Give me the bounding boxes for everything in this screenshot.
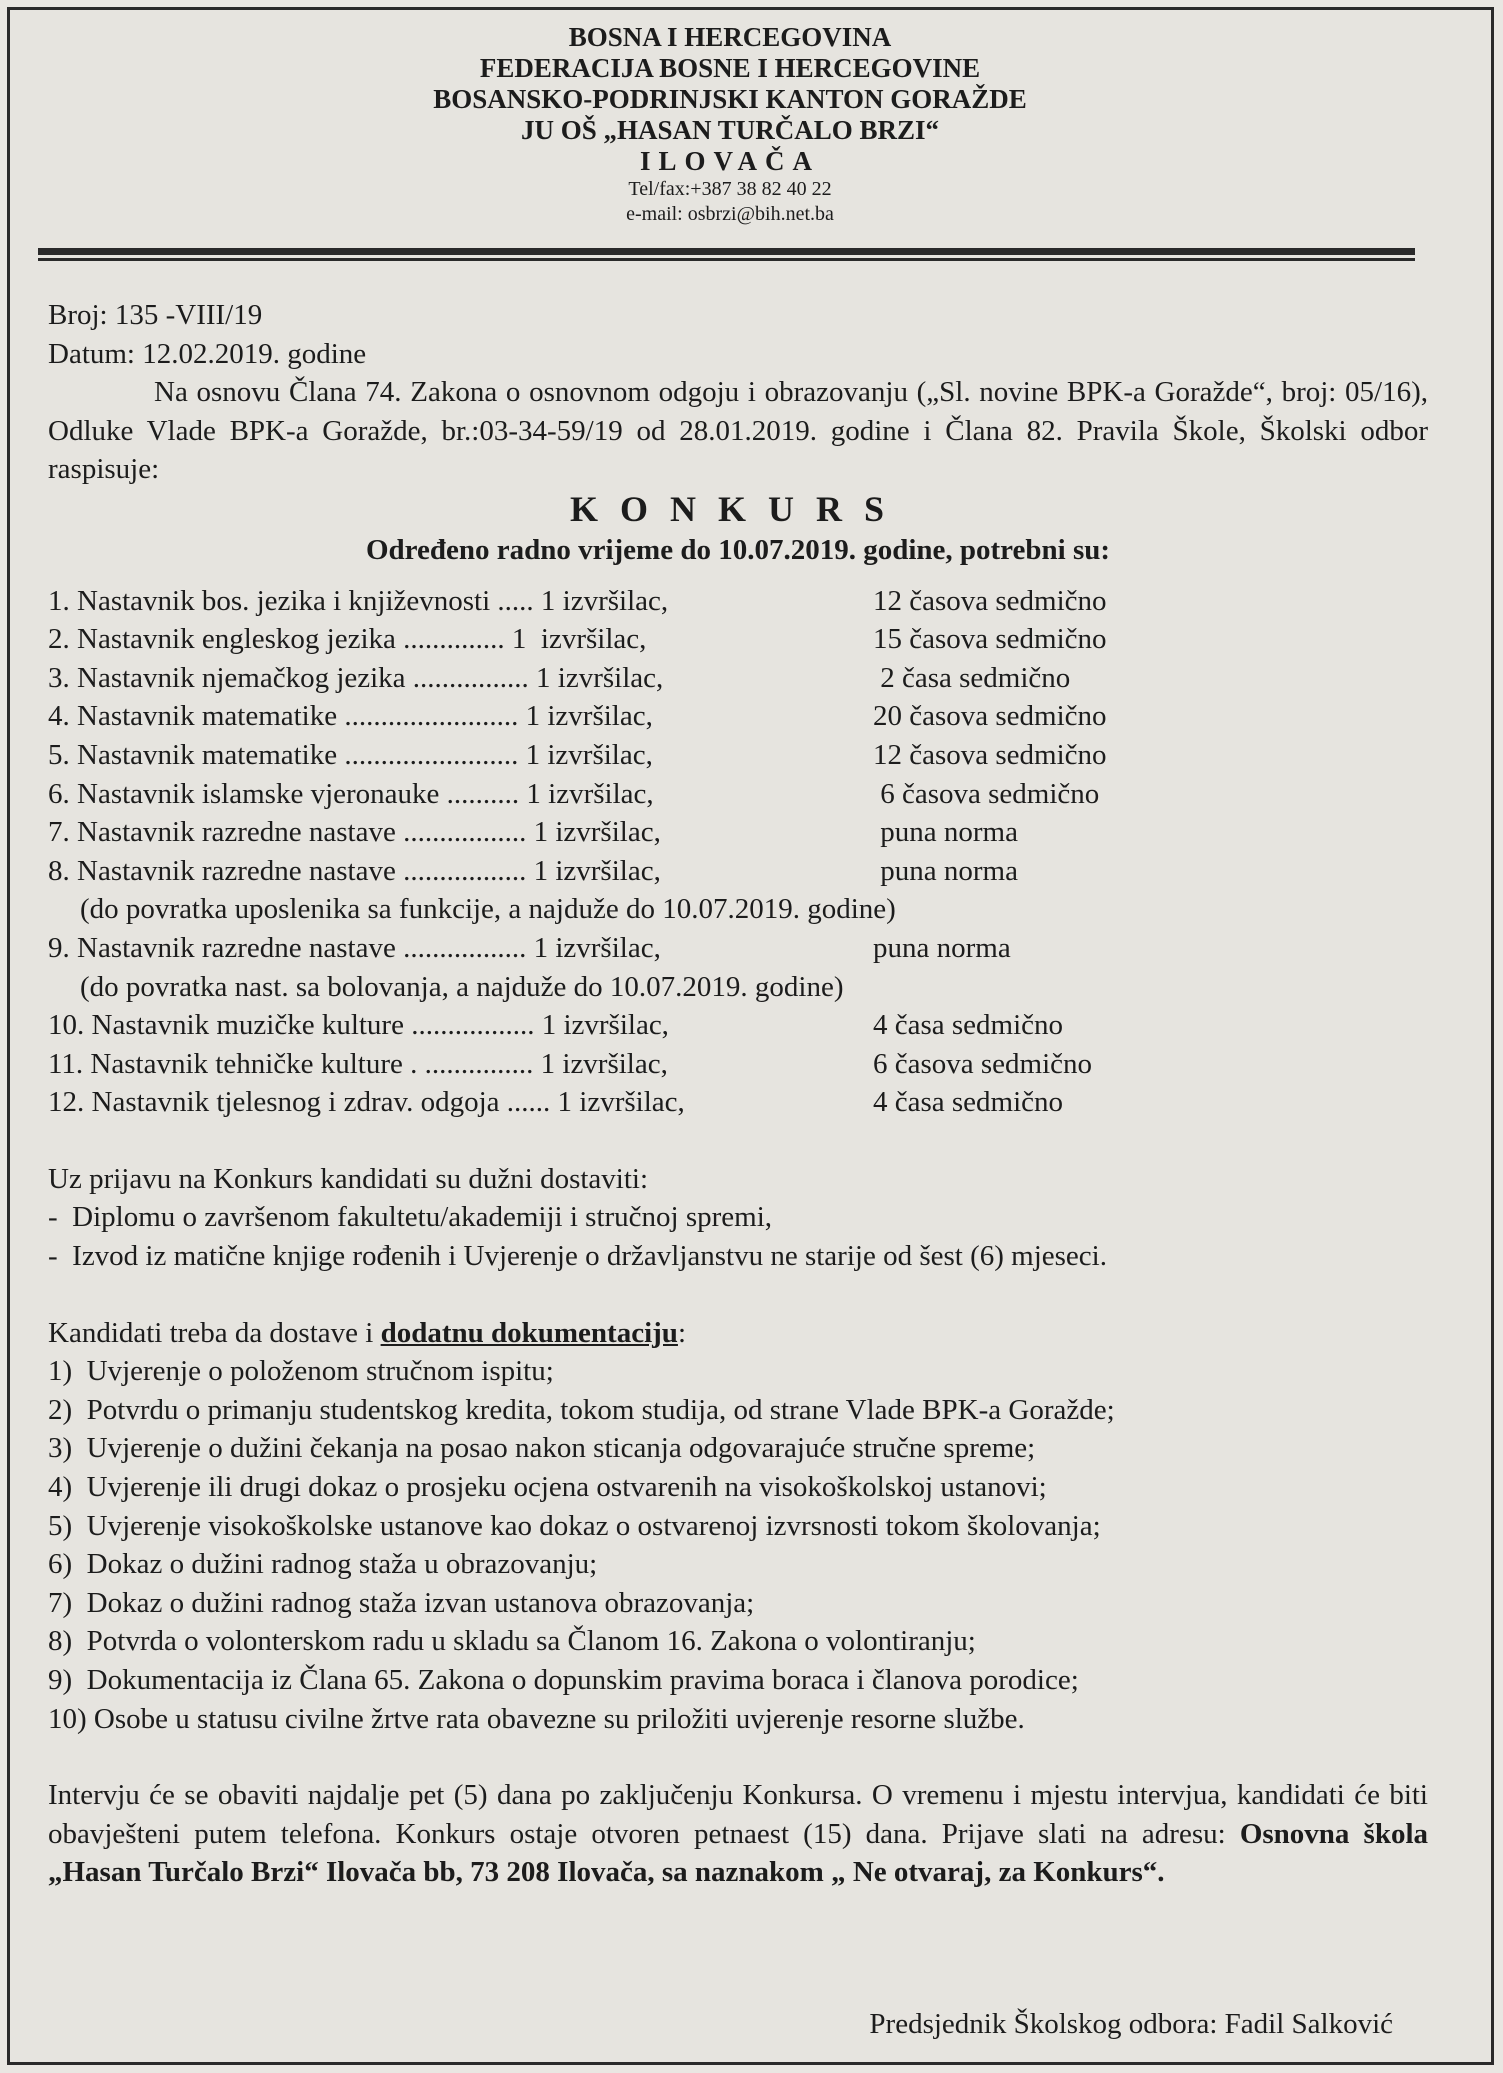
requirements-item: - Izvod iz matične knjige rođenih i Uvjerenje o državljanstvu ne starije od šest (6) mjeseci.: [48, 1240, 1107, 1273]
document-date: Datum: 12.02.2019. godine: [48, 337, 367, 370]
position-note: (do povratka nast. sa bolovanja, a najduže do 10.07.2019. godine): [80, 970, 844, 1003]
document-subtitle: Određeno radno vrijeme do 10.07.2019. godine, potrebni su:: [365, 533, 1111, 566]
intro-paragraph: Na osnovu Člana 74. Zakona o osnovnom odgoju i obrazovanju („Sl. novine BPK-a Goražde“, broj: 05/16), Odluke Vlade BPK-a Goražde, br.:03-34-59/19 od 28.01.2019. godine i Člana 82. Pravila Škole, Školski odbor raspisuje:: [48, 376, 1428, 486]
document-title: KONKURS: [569, 488, 907, 529]
additional-item: 2) Potvrdu o primanju studentskog kredita, tokom studija, od strane Vlade BPK-a Goražde;: [48, 1393, 1115, 1426]
position-hours: 2 časa sedmično: [873, 661, 1071, 694]
position-title: 11. Nastavnik tehničke kulture . ............... 1 izvršilac,: [48, 1047, 668, 1080]
position-item: [48, 697, 1428, 736]
position-title: 4. Nastavnik matematike ........................ 1 izvršilac,: [48, 700, 653, 733]
position-title: 1. Nastavnik bos. jezika i književnosti ..... 1 izvršilac,: [48, 584, 669, 617]
positions-list: [48, 582, 1428, 1122]
letterhead-line-school: JU OŠ „HASAN TURČALO BRZI“: [520, 115, 940, 145]
position-hours: 15 časova sedmično: [873, 623, 1107, 656]
application-address: Osnovna škola „Hasan Turčalo Brzi“ Ilovača bb, 73 208 Ilovača, sa naznakom „ Ne otvaraj, za Konkurs“.: [48, 1817, 1429, 1889]
letterhead-divider-thin: [38, 258, 1415, 261]
additional-item: 8) Potvrda o volonterskom radu u skladu sa Članom 16. Zakona o volontiranju;: [48, 1625, 976, 1658]
position-hours: 20 časova sedmično: [873, 700, 1107, 733]
additional-item: 4) Uvjerenje ili drugi dokaz o prosjeku ocjena ostvarenih na visokoškolskoj ustanovi;: [48, 1471, 1047, 1504]
position-item: [48, 1083, 1428, 1122]
position-item: [48, 1045, 1428, 1084]
letterhead-divider-thick: [38, 248, 1415, 255]
additional-intro-emphasis: dodatnu dokumentaciju: [380, 1316, 678, 1349]
requirements-intro: Uz prijavu na Konkurs kandidati su dužni dostaviti:: [48, 1162, 649, 1195]
position-hours: 12 časova sedmično: [873, 738, 1107, 771]
position-hours: puna norma: [873, 931, 1011, 964]
additional-item: 6) Dokaz o dužini radnog staža u obrazovanju;: [48, 1548, 598, 1581]
position-item: [48, 659, 1428, 698]
additional-item: 1) Uvjerenje o položenom stručnom ispitu;: [48, 1355, 554, 1388]
signature-line: Predsjednik Školskog odbora: Fadil Salković: [869, 2008, 1393, 2040]
additional-intro: Kandidati treba da dostave i dodatnu dokumentaciju:: [48, 1316, 686, 1349]
position-title: 6. Nastavnik islamske vjeronauke .......... 1 izvršilac,: [48, 777, 654, 810]
letterhead: [10, 22, 1450, 227]
additional-item: 3) Uvjerenje o dužini čekanja na posao nakon sticanja odgovarajuće stručne spreme;: [48, 1432, 1036, 1465]
position-hours: 6 časova sedmično: [873, 1047, 1093, 1080]
position-hours: 6 časova sedmično: [873, 777, 1100, 810]
position-item: [48, 775, 1428, 814]
closing-paragraph: Intervju će se obaviti najdalje pet (5) dana po zaključenju Konkursa. O vremenu i mjestu intervjua, kandidati će biti obavješteni putem telefona. Konkurs ostaje otvoren petnaest (15) dana. Prijave slati na adresu: Osnovna škola „Hasan Turčalo Brzi“ Ilovača bb, 73 208 Ilovača, sa naznakom „ Ne otvaraj, za Konkurs“.: [48, 1779, 1429, 1889]
position-hours: 4 časa sedmično: [873, 1009, 1064, 1042]
letterhead-phone: Tel/fax:+387 38 82 40 22: [628, 178, 832, 200]
position-item: [48, 813, 1428, 852]
additional-item: 7) Dokaz o dužini radnog staža izvan ustanova obrazovanja;: [48, 1586, 755, 1619]
position-hours: 12 časova sedmično: [873, 584, 1107, 617]
document-number: Broj: 135 -VIII/19: [48, 299, 263, 331]
position-title: 9. Nastavnik razredne nastave ................. 1 izvršilac,: [48, 931, 661, 964]
position-item: [48, 1006, 1428, 1045]
position-note: (do povratka uposlenika sa funkcije, a najduže do 10.07.2019. godine): [80, 893, 896, 926]
position-item: [48, 929, 1428, 968]
letterhead-line-town: ILOVAČA: [639, 146, 821, 176]
position-hours: 4 časa sedmično: [873, 1086, 1064, 1119]
position-title: 5. Nastavnik matematike ........................ 1 izvršilac,: [48, 738, 653, 771]
position-title: 12. Nastavnik tjelesnog i zdrav. odgoja ...... 1 izvršilac,: [48, 1086, 685, 1119]
letterhead-line-federation: FEDERACIJA BOSNE I HERCEGOVINE: [479, 53, 981, 83]
position-hours: puna norma: [873, 854, 1018, 887]
position-item: [48, 736, 1428, 775]
position-title: 8. Nastavnik razredne nastave ................. 1 izvršilac,: [48, 854, 661, 887]
position-item: [48, 582, 1428, 621]
document-body: [48, 296, 1428, 1892]
requirements-item: - Diplomu o završenom fakultetu/akademiji i stručnoj spremi,: [48, 1201, 773, 1234]
position-title: 3. Nastavnik njemačkog jezika ................ 1 izvršilac,: [48, 661, 664, 694]
letterhead-email: e-mail: osbrzi@bih.net.ba: [626, 203, 834, 225]
position-hours: puna norma: [873, 816, 1018, 849]
letterhead-line-country: BOSNA I HERCEGOVINA: [568, 22, 892, 52]
position-title: 10. Nastavnik muzičke kulture ................. 1 izvršilac,: [48, 1009, 669, 1042]
additional-item: 10) Osobe u statusu civilne žrtve rata obavezne su priložiti uvjerenje resorne službe.: [48, 1702, 1025, 1735]
letterhead-line-canton: BOSANSKO-PODRINJSKI KANTON GORAŽDE: [433, 84, 1027, 114]
additional-item: 9) Dokumentacija iz Člana 65. Zakona o dopunskim pravima boraca i članova porodice;: [48, 1664, 1079, 1696]
document-page: [7, 7, 1494, 2065]
position-item: [48, 852, 1428, 891]
position-title: 2. Nastavnik engleskog jezika .............. 1 izvršilac,: [48, 623, 647, 656]
position-item: [48, 620, 1428, 659]
position-title: 7. Nastavnik razredne nastave ................. 1 izvršilac,: [48, 816, 661, 849]
additional-item: 5) Uvjerenje visokoškolske ustanove kao dokaz o ostvarenoj izvrsnosti tokom školovanja;: [48, 1509, 1101, 1542]
